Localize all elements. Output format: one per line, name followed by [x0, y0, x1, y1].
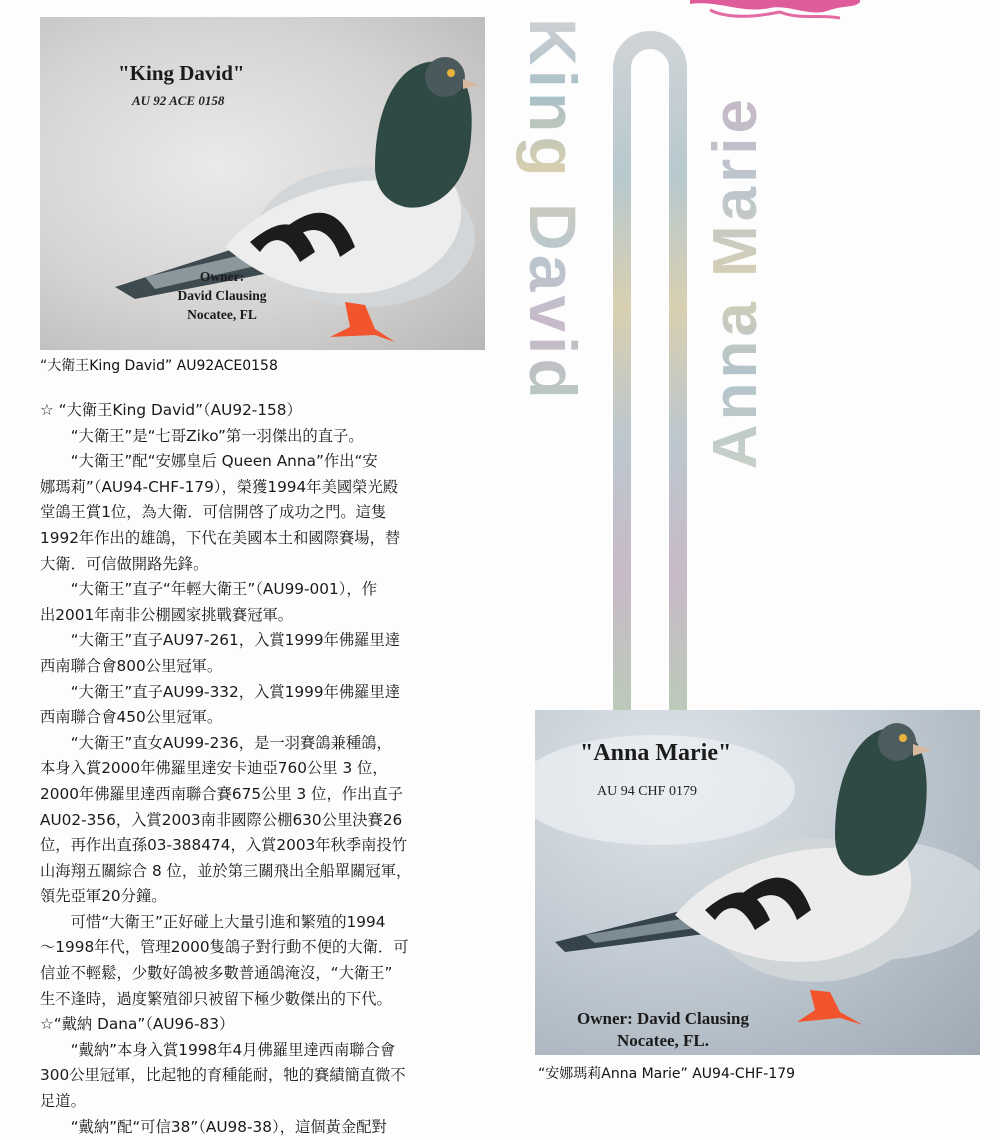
photo-title: "Anna Marie" [580, 740, 732, 766]
article-line: 出2001年南非公棚國家挑戰賽冠軍。 [40, 605, 294, 624]
article-line: 2000年佛羅里達西南聯合賽675公里 3 位，作出直子 [40, 784, 403, 803]
article-line: “戴納”配“可信38”（AU98-38），這個黃金配對 [70, 1117, 387, 1136]
article-line: “戴納”本身入賞1998年4月佛羅里達西南聯合會 [70, 1040, 396, 1059]
article-line: ☆ “大衛王King David”（AU92-158） [40, 401, 302, 419]
article-line: 可惜“大衛王”正好碰上大量引進和繁殖的1994 [70, 912, 386, 931]
article-line: 生不逢時，過度繁殖卻只被留下極少數傑出的下代。 [40, 989, 392, 1008]
owner-name: Owner: David Clausing [577, 1009, 749, 1028]
article-line: “大衛王”直子AU97-261，入賞1999年佛羅里達 [70, 631, 401, 650]
owner-city: Nocatee, FL [187, 307, 257, 322]
photo-anna-marie [535, 710, 980, 1055]
photo-owner-block [553, 1008, 773, 1052]
article-line: 位，再作出直孫03-388474，入賞2003年秋季南投竹 [40, 836, 408, 855]
article-line: “大衛王”直子“年輕大衛王”（AU99-001），作 [70, 580, 377, 599]
holographic-arch-decoration [612, 30, 688, 710]
article-line: “大衛王”配“安娜皇后 Queen Anna”作出“安 [70, 452, 378, 471]
photo-ring-number: AU 94 CHF 0179 [597, 784, 697, 799]
article-line: 領先亞軍20分鐘。 [40, 887, 167, 906]
article-line: “大衛王”是“七哥Ziko”第一羽傑出的直子。 [70, 426, 364, 445]
article-body [40, 398, 490, 1140]
article-line: 娜瑪莉”（AU94-CHF-179），榮獲1994年美國榮光殿 [40, 477, 399, 496]
article-line: 本身入賞2000年佛羅里達安卡迪亞760公里 3 位， [40, 759, 388, 778]
article-line: AU02-356，入賞2003南非國際公棚630公里決賽26 [40, 810, 403, 829]
photo-king-david [40, 17, 485, 350]
caption-anna-marie: “安娜瑪莉Anna Marie” AU94-CHF-179 [538, 1066, 796, 1082]
owner-name: David Clausing [177, 288, 267, 303]
article-line: 西南聯合會450公里冠軍。 [40, 708, 223, 727]
pink-splash-decoration [690, 0, 860, 22]
article-line: ☆“戴納 Dana”（AU96-83） [40, 1015, 235, 1034]
photo-title: "King David" [118, 61, 245, 85]
article-line: 大衛．可信做開路先鋒。 [40, 554, 209, 573]
article-line: 堂鴿王賞1位，為大衛．可信開啓了成功之門。這隻 [40, 503, 387, 522]
article-line: 信並不輕鬆，少數好鴿被多數普通鴿淹沒，“大衛王” [40, 964, 393, 983]
article-line: 300公里冠軍，比起牠的育種能耐，牠的賽績簡直微不 [40, 1066, 406, 1085]
article-line: 1992年作出的雄鴿，下代在美國本土和國際賽場，替 [40, 528, 401, 547]
article-line: “大衛王”直女AU99-236，是一羽賽鴿兼種鴿， [70, 733, 392, 752]
article-line: ～1998年代，管理2000隻鴿子對行動不便的大衛．可 [40, 938, 409, 957]
article-line: 西南聯合會800公里冠軍。 [40, 656, 223, 675]
article-line: “大衛王”直子AU99-332，入賞1999年佛羅里達 [70, 682, 401, 701]
caption-king-david: “大衛王King David” AU92ACE0158 [40, 358, 278, 374]
article-line: 足道。 [40, 1092, 86, 1111]
owner-label: Owner: [199, 269, 245, 284]
vertical-title-king-david: King David [516, 18, 590, 403]
vertical-title-anna-marie: Anna Marie [701, 95, 770, 470]
article-line: 山海翔五關綜合 8 位，並於第三關飛出全船單關冠軍， [40, 861, 412, 880]
photo-ring-number: AU 92 ACE 0158 [132, 93, 225, 108]
owner-city: Nocatee, FL. [616, 1031, 710, 1050]
photo-owner-block [152, 267, 292, 324]
